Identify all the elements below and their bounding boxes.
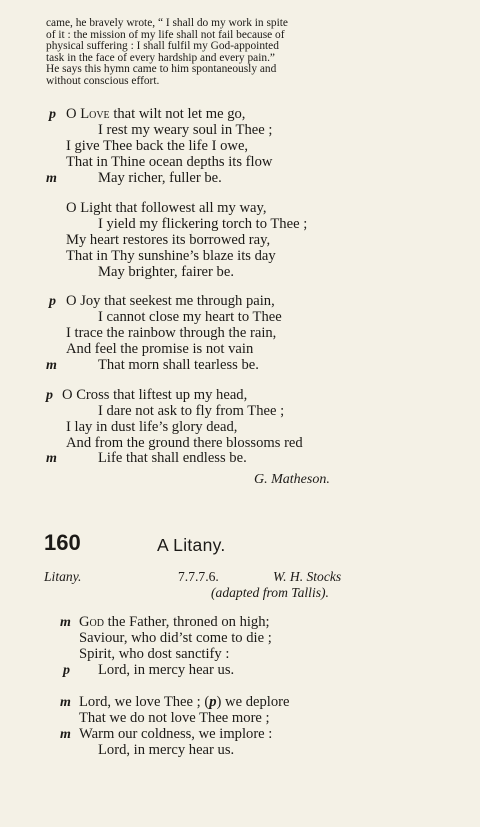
verse-line: My heart restores its borrowed ray, (66, 232, 271, 248)
intro-line: of it : the mission of my life shall not fail because of (46, 28, 285, 41)
verse-line: O Love that wilt not let me go, (66, 106, 246, 122)
verse-line: O Light that followest all my way, (66, 200, 267, 216)
verse-line: I lay in dust life’s glory dead, (66, 419, 238, 435)
verse-line: God the Father, throned on high; (79, 614, 270, 630)
verse-line: Lord, in mercy hear us. (98, 742, 235, 758)
verse-line: Lord, we love Thee ; (p) we deplore (79, 694, 290, 710)
intro-paragraph (46, 18, 368, 88)
verse-line: Warm our coldness, we implore : (79, 726, 273, 742)
hymn-number: 160 (44, 530, 81, 555)
adaptation-note: (adapted from Tallis). (211, 585, 329, 600)
verse-line: That we do not love Thee more ; (79, 710, 270, 726)
verse-line: I rest my weary soul in Thee ; (98, 122, 273, 138)
verse-line: I give Thee back the life I owe, (66, 138, 249, 154)
verse-line: I trace the rainbow through the rain, (66, 325, 277, 341)
dynamic-mark: m (46, 358, 57, 373)
intro-line: physical suffering : I shall fulfil my God-appointed (46, 40, 279, 53)
dynamic-mark: m (46, 451, 57, 466)
dynamic-mark: p (63, 663, 70, 678)
verse-line: Lord, in mercy hear us. (98, 662, 235, 678)
verse-line: And feel the promise is not vain (66, 341, 254, 357)
hymn-title: A Litany. (157, 535, 226, 555)
hymn-author: G. Matheson. (254, 472, 330, 487)
verse-line: I cannot close my heart to Thee (98, 309, 282, 325)
meter: 7.7.7.6. (178, 569, 219, 584)
verse-line: Spirit, who dost sanctify : (79, 646, 230, 662)
verse-line: I yield my flickering torch to Thee ; (98, 216, 308, 232)
verse-line: May brighter, fairer be. (98, 264, 234, 280)
intro-line: He says this hymn came to him spontaneously and (46, 63, 277, 76)
tune-name: Litany. (44, 569, 82, 584)
verse-line: I dare not ask to fly from Thee ; (98, 403, 285, 419)
dynamic-mark: m (60, 615, 71, 630)
dynamic-mark: p (49, 294, 56, 309)
verse-line: That in Thine ocean depths its flow (66, 154, 273, 170)
verse-line: May richer, fuller be. (98, 170, 222, 186)
verse-line: O Cross that liftest up my head, (62, 387, 248, 403)
dynamic-mark: p (46, 388, 53, 403)
composer: W. H. Stocks (273, 569, 342, 584)
verse-line: Life that shall endless be. (98, 450, 247, 466)
verse-line: That morn shall tearless be. (98, 357, 259, 373)
verse-line: That in Thy sunshine’s blaze its day (66, 248, 276, 264)
intro-line: without conscious effort. (46, 74, 160, 87)
verse-line: O Joy that seekest me through pain, (66, 293, 275, 309)
dynamic-mark: m (46, 171, 57, 186)
dynamic-mark: m (60, 727, 71, 742)
verse-line: Saviour, who did’st come to die ; (79, 630, 272, 646)
intro-line: came, he bravely wrote, “ I shall do my work in spite (46, 17, 288, 29)
dynamic-mark: m (60, 695, 71, 710)
dynamic-mark: p (49, 107, 56, 122)
verse-line: And from the ground there blossoms red (66, 435, 303, 451)
intro-line: task in the face of every hardship and every pain.” (46, 51, 275, 64)
